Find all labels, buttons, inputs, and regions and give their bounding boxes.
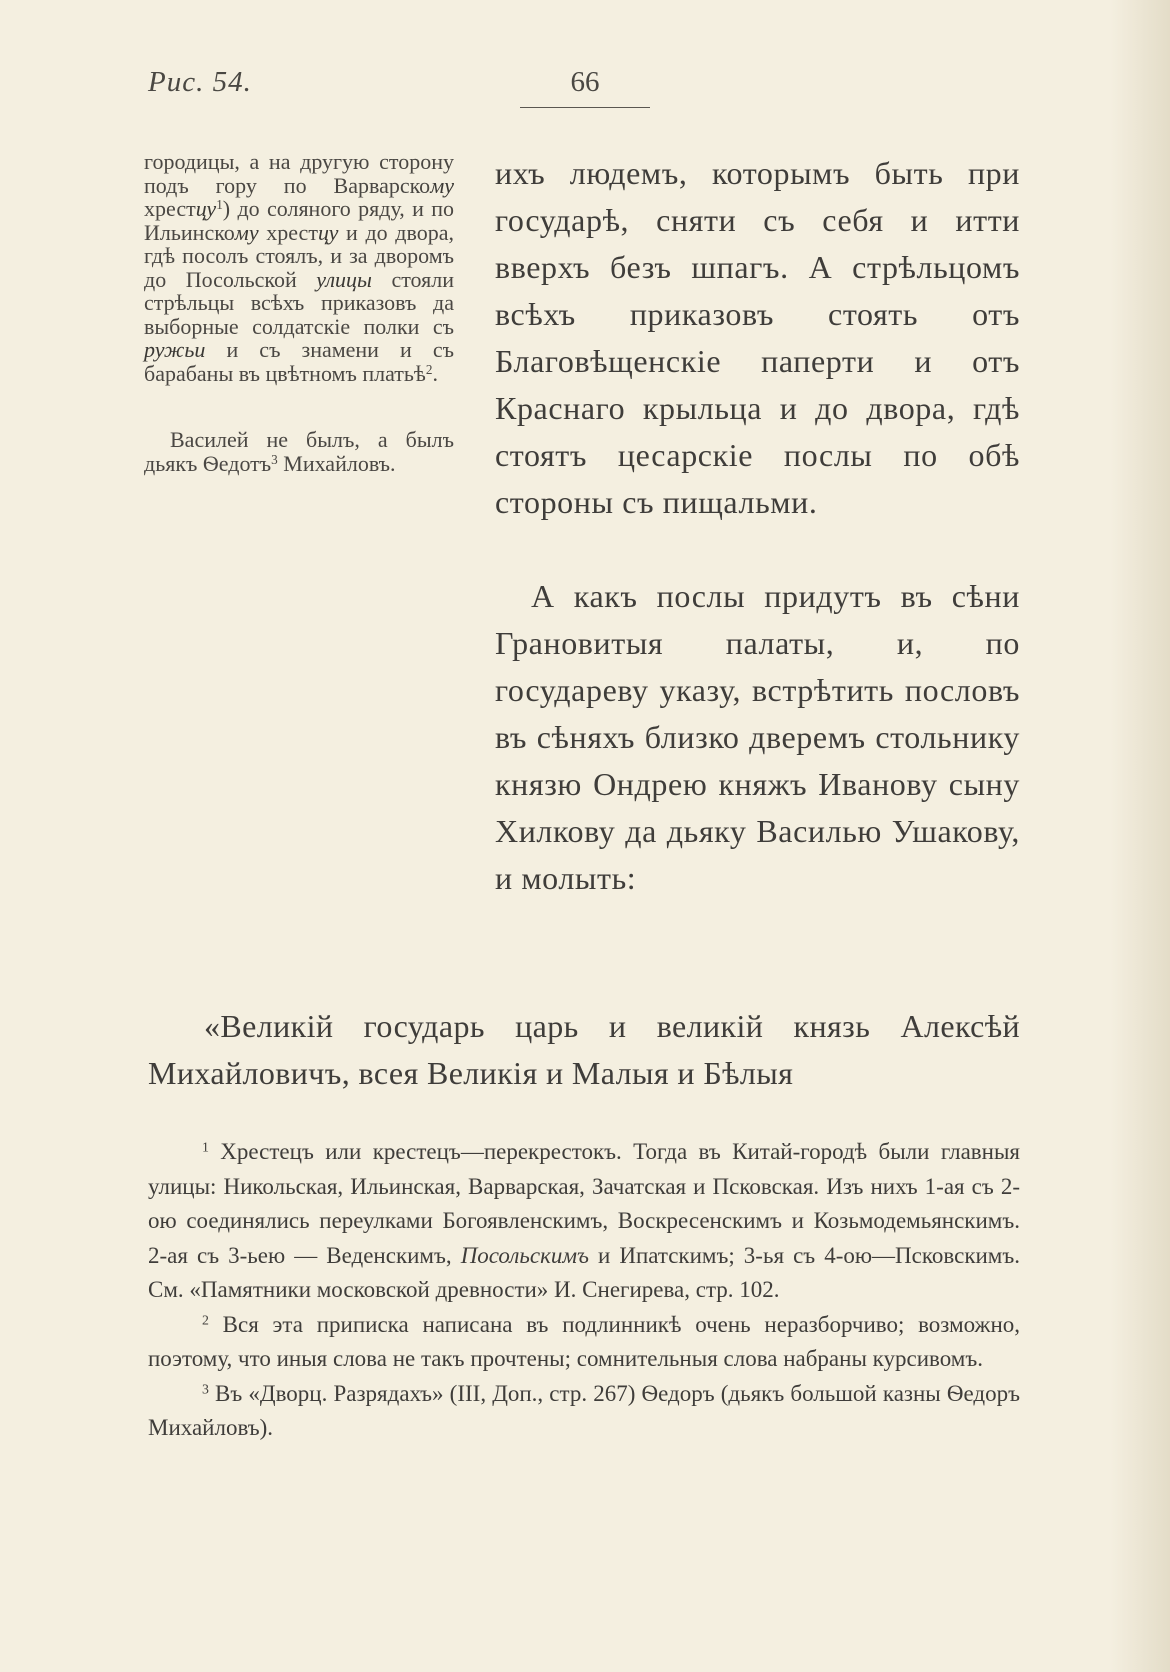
margin-notes: [144, 150, 454, 475]
footnote-3: $^3$ Въ «Дворц. Разрядахъ» (III, Доп., стр. 267) Ѳедоръ (дьякъ большой казны Ѳедоръ Михайловъ).: [148, 1380, 1020, 1440]
footnote-ref-2: 2: [425, 361, 433, 377]
page-edge-shadow: [1110, 0, 1170, 1672]
main-column: [495, 150, 1020, 902]
footnote-ref-1: 1: [216, 196, 223, 212]
figure-label: Рис. 54.: [148, 66, 252, 98]
page-number: 66: [520, 66, 650, 108]
footnotes: [148, 1135, 1020, 1446]
margin-note-entry: городицы, а на другую сторону подъ гору по Варварскому хрестцу$^1$) до соляного ряду, и по Ильинскому хрестцу и до двора, гдѣ посолъ стоялъ, и за дворомъ до Посольской улицы стояли стрѣльцы всѣхъ приказовъ да выборные солдатскіе полки съ ружьи и съ знамени и съ барабаны въ цвѣтномъ платьѣ$^2$.: [144, 149, 454, 386]
main-paragraph-1: ихъ людемъ, которымъ быть при государѣ, сняти съ себя и итти вверхъ безъ шпагъ. А стрѣльцомъ всѣхъ приказовъ стоять отъ Благовѣщенскіе паперти и отъ Краснаго крыльца и до двора, гдѣ стоятъ цесарскіе послы по обѣ стороны съ пищальми.: [495, 155, 1020, 520]
margin-note-correction: Василей не былъ, а былъ дьякъ Ѳедотъ$^3$ Михайловъ.: [144, 427, 454, 476]
footnote-1: $^1$ Хрестецъ или крестецъ—перекрестокъ. Тогда въ Китай-городѣ были главныя улицы: Никольская, Ильинская, Варварская, Зачатская и Псковская. Изъ нихъ 1-ая съ 2-ою соединялись переулками Богоявленскимъ, Воскресенскимъ и Козьмодемьянскимъ. 2-ая съ 3-ьею — Веденскимъ, Посольскимъ и Ипатскимъ; 3-ья съ 4-ою—Псковскимъ. См. «Памятники московской древности» И. Снегирева, стр. 102.: [148, 1139, 1020, 1302]
footnote-2: $^2$ Вся эта приписка написана въ подлинникѣ очень неразборчиво; возможно, поэтому, что иныя слова не такъ прочтены; сомнительныя слова набраны курсивомъ.: [148, 1311, 1020, 1371]
main-paragraph-3: «Великій государь царь и великій князь Алексѣй Михайловичъ, всея Великія и Малыя и Бѣлыя: [148, 1008, 1020, 1091]
main-paragraph-2: А какъ послы придутъ въ сѣни Грановитыя палаты, и, по государеву указу, встрѣтить пословъ въ сѣняхъ близко дверемъ стольнику князю Ондрею княжъ Иванову сыну Хилкову да дьяку Василью Ушакову, и молыть:: [495, 578, 1020, 896]
footnote-ref-3: 3: [271, 451, 278, 467]
